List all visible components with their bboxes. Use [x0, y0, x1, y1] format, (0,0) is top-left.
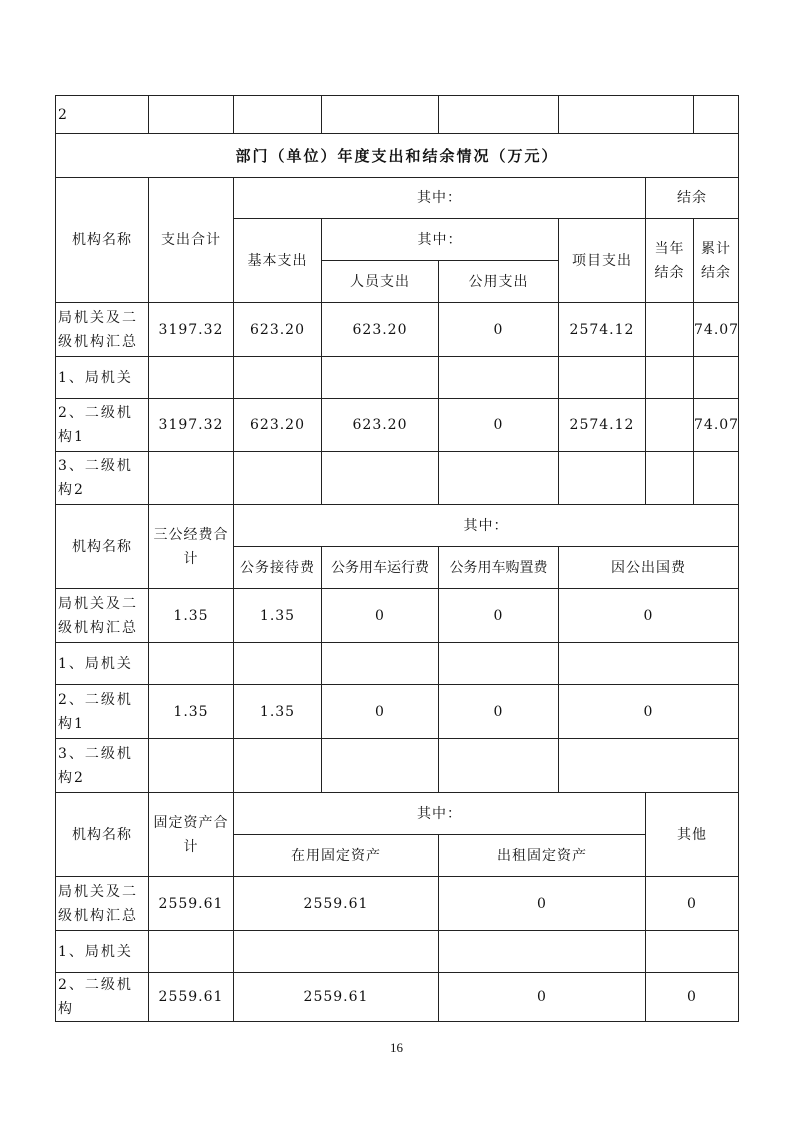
row-name: 2、二级机构 [56, 973, 149, 1022]
cell-cumulative [694, 357, 739, 399]
cell-other: 0 [646, 877, 739, 931]
cell-vehicle-operation: 0 [322, 589, 439, 643]
header-personnel: 人员支出 [322, 261, 439, 303]
header-of-which: 其中： [234, 178, 646, 219]
cell-reception: 1.35 [234, 685, 322, 739]
table-row [56, 739, 739, 793]
cell-vehicle-operation: 0 [322, 685, 439, 739]
cell-year-balance [646, 303, 694, 357]
header-other: 其他 [646, 793, 739, 877]
cell-overseas [559, 739, 739, 793]
cell-public: 0 [439, 399, 559, 452]
row-name: 3、二级机构2 [56, 739, 149, 793]
header-row [56, 793, 739, 835]
table-row [56, 877, 739, 931]
cell-total [149, 931, 234, 973]
table-row [56, 399, 739, 452]
cell-overseas: 0 [559, 589, 739, 643]
cell-other [646, 931, 739, 973]
cell-vehicle-purchase [439, 739, 559, 793]
cell-personnel: 623.20 [322, 399, 439, 452]
table-row [56, 96, 739, 134]
cell-leased [439, 931, 646, 973]
header-of-which: 其中： [234, 505, 739, 547]
cell-personnel [322, 357, 439, 399]
cell-year-balance [646, 452, 694, 505]
table-row [56, 357, 739, 399]
table-row [56, 643, 739, 685]
section-title-row [56, 134, 739, 178]
cell-in-use: 2559.61 [234, 877, 439, 931]
header-in-use: 在用固定资产 [234, 835, 439, 877]
header-year-balance: 当年结余 [646, 219, 694, 303]
cell-year-balance [646, 357, 694, 399]
cell-total: 2559.61 [149, 877, 234, 931]
cell-year-balance [646, 399, 694, 452]
table-row [56, 303, 739, 357]
cell-vehicle-purchase [439, 643, 559, 685]
header-cumulative-balance: 累计结余 [694, 219, 739, 303]
cell-leased: 0 [439, 877, 646, 931]
table-row [56, 589, 739, 643]
cell-reception [234, 643, 322, 685]
cell-in-use [234, 931, 439, 973]
cell-overseas [559, 643, 739, 685]
fragment-row-label: 2 [56, 96, 149, 134]
cell-leased: 0 [439, 973, 646, 1022]
cell-vehicle-operation [322, 643, 439, 685]
header-total: 支出合计 [149, 178, 234, 303]
cell-total [149, 452, 234, 505]
table-row [56, 452, 739, 505]
cell-overseas: 0 [559, 685, 739, 739]
cell-personnel: 623.20 [322, 303, 439, 357]
header-public: 公用支出 [439, 261, 559, 303]
cell-vehicle-operation [322, 739, 439, 793]
table-row [56, 973, 739, 1022]
cell-total [149, 643, 234, 685]
cell-project [559, 357, 646, 399]
row-name: 1、局机关 [56, 931, 149, 973]
header-project: 项目支出 [559, 219, 646, 303]
cell-in-use: 2559.61 [234, 973, 439, 1022]
header-vehicle-operation: 公务用车运行费 [322, 547, 439, 589]
cell-public [439, 452, 559, 505]
cell-public [439, 357, 559, 399]
cell-total: 1.35 [149, 685, 234, 739]
cell-total: 1.35 [149, 589, 234, 643]
cell-cumulative: 74.07 [694, 399, 739, 452]
page-number: 16 [390, 1040, 403, 1055]
header-vehicle-purchase: 公务用车购置费 [439, 547, 559, 589]
cell-basic: 623.20 [234, 399, 322, 452]
row-name: 2、二级机构1 [56, 685, 149, 739]
row-name: 1、局机关 [56, 357, 149, 399]
cell-total: 3197.32 [149, 303, 234, 357]
cell-cumulative: 74.07 [694, 303, 739, 357]
budget-table [55, 95, 739, 1022]
cell-other: 0 [646, 973, 739, 1022]
cell-public: 0 [439, 303, 559, 357]
header-row [56, 505, 739, 547]
header-of-which: 其中： [234, 793, 646, 835]
cell-cumulative [694, 452, 739, 505]
cell-reception: 1.35 [234, 589, 322, 643]
cell-total: 2559.61 [149, 973, 234, 1022]
header-total: 固定资产合计 [149, 793, 234, 877]
row-name: 3、二级机构2 [56, 452, 149, 505]
header-of-which-inner: 其中： [322, 219, 559, 261]
header-basic: 基本支出 [234, 219, 322, 303]
row-name: 局机关及二级机构汇总 [56, 877, 149, 931]
row-name: 2、二级机构1 [56, 399, 149, 452]
section-title: 部门（单位）年度支出和结余情况（万元） [56, 134, 739, 178]
header-row [56, 178, 739, 219]
cell-total: 3197.32 [149, 399, 234, 452]
header-leased: 出租固定资产 [439, 835, 646, 877]
cell-reception [234, 739, 322, 793]
cell-project: 2574.12 [559, 303, 646, 357]
header-total: 三公经费合计 [149, 505, 234, 589]
cell-basic [234, 452, 322, 505]
cell-project: 2574.12 [559, 399, 646, 452]
header-reception: 公务接待费 [234, 547, 322, 589]
cell-total [149, 739, 234, 793]
cell-total [149, 357, 234, 399]
row-name: 1、局机关 [56, 643, 149, 685]
cell-project [559, 452, 646, 505]
header-org-name: 机构名称 [56, 793, 149, 877]
header-org-name: 机构名称 [56, 178, 149, 303]
header-balance: 结余 [646, 178, 739, 219]
cell-vehicle-purchase: 0 [439, 589, 559, 643]
table-row [56, 931, 739, 973]
cell-personnel [322, 452, 439, 505]
header-org-name: 机构名称 [56, 505, 149, 589]
row-name: 局机关及二级机构汇总 [56, 589, 149, 643]
row-name: 局机关及二级机构汇总 [56, 303, 149, 357]
cell-basic [234, 357, 322, 399]
cell-basic: 623.20 [234, 303, 322, 357]
header-overseas: 因公出国费 [559, 547, 739, 589]
table-row [56, 685, 739, 739]
cell-vehicle-purchase: 0 [439, 685, 559, 739]
